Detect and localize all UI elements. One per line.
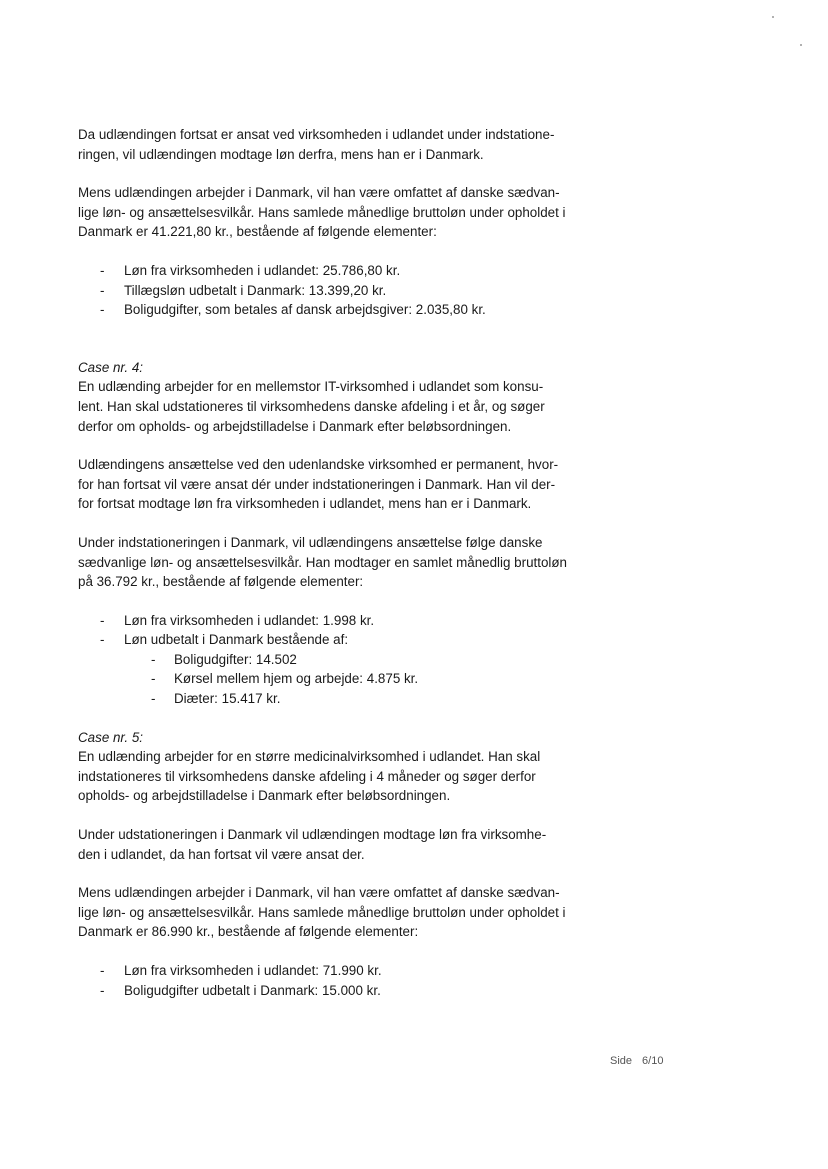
text-line: lent. Han skal udstationeres til virksomhedens danske afdeling i et år, og søger — [78, 398, 545, 414]
list-item-text: Kørsel mellem hjem og arbejde: 4.875 kr. — [174, 671, 419, 687]
page-body — [78, 125, 608, 1000]
dash-marker: - — [100, 302, 105, 318]
list-item — [78, 300, 608, 320]
text-line: lige løn- og ansættelsesvilkår. Hans samlede månedlige bruttoløn under opholdet i — [78, 204, 566, 220]
scan-speck — [800, 44, 802, 46]
intro-paragraph-2 — [78, 183, 608, 242]
list-item-text: Tillægsløn udbetalt i Danmark: 13.399,20 kr. — [124, 282, 387, 298]
list-item-text: Løn fra virksomheden i udlandet: 25.786,80 kr. — [124, 262, 401, 278]
list-item-text: Boligudgifter udbetalt i Danmark: 15.000 kr. — [124, 982, 381, 998]
dash-marker: - — [151, 651, 156, 667]
case-4-paragraph-2 — [78, 455, 608, 514]
list-item-text: Diæter: 15.417 kr. — [174, 691, 281, 707]
text-line: Under udstationeringen i Danmark vil udlændingen modtage løn fra virksomhe- — [78, 827, 547, 843]
case-4-title: Case nr. 4: — [78, 359, 143, 375]
case-4-paragraph-3 — [78, 533, 608, 592]
case-5-paragraph-1 — [78, 747, 608, 806]
list-item — [78, 281, 608, 301]
list-item — [78, 669, 608, 689]
text-line: Mens udlændingen arbejder i Danmark, vil han være omfattet af danske sædvan- — [78, 885, 560, 901]
list-item — [78, 961, 608, 981]
text-line: derfor om opholds- og arbejdstilladelse i Danmark efter beløbsordningen. — [78, 418, 512, 434]
list-item-text: Løn udbetalt i Danmark bestående af: — [124, 632, 349, 648]
list-item — [78, 689, 608, 709]
case-5-paragraph-3 — [78, 883, 608, 942]
text-line: Under indstationeringen i Danmark, vil udlændingens ansættelse følge danske — [78, 534, 543, 550]
page-footer — [610, 1055, 663, 1067]
list-item — [78, 611, 608, 631]
list-item — [78, 630, 608, 650]
list-item — [78, 981, 608, 1001]
dash-marker: - — [100, 632, 105, 648]
text-line: lige løn- og ansættelsesvilkår. Hans samlede månedlige bruttoløn under opholdet i — [78, 904, 566, 920]
text-line: Mens udlændingen arbejder i Danmark, vil han være omfattet af danske sædvan- — [78, 185, 560, 201]
list-item-text: Boligudgifter, som betales af dansk arbejdsgiver: 2.035,80 kr. — [124, 302, 486, 318]
dash-marker: - — [100, 282, 105, 298]
scan-speck — [772, 16, 774, 18]
intro-bullet-list — [78, 261, 608, 320]
text-line: for han fortsat vil være ansat dér under indstationeringen i Danmark. Han vil der- — [78, 476, 556, 492]
case-5-bullet-list — [78, 961, 608, 1000]
text-line: Danmark er 41.221,80 kr., bestående af følgende elementer: — [78, 224, 437, 240]
text-line: indstationeres til virksomhedens danske afdeling i 4 måneder og søger derfor — [78, 768, 536, 784]
text-line: Udlændingens ansættelse ved den udenlandske virksomhed er permanent, hvor- — [78, 457, 559, 473]
dash-marker: - — [100, 982, 105, 998]
text-line: En udlænding arbejder for en større medicinalvirksomhed i udlandet. Han skal — [78, 749, 541, 765]
case-5-paragraph-2 — [78, 825, 608, 864]
page-number: 6/10 — [642, 1055, 664, 1067]
case-4-paragraph-1 — [78, 377, 608, 436]
text-line: for fortsat modtage løn fra virksomheden i udlandet, mens han er i Danmark. — [78, 496, 532, 512]
text-line: den i udlandet, da han fortsat vil være ansat der. — [78, 846, 365, 862]
list-item-text: Boligudgifter: 14.502 — [174, 651, 297, 667]
dash-marker: - — [100, 612, 105, 628]
case-4-sub-bullet-list — [78, 650, 608, 709]
dash-marker: - — [100, 963, 105, 978]
text-line: En udlænding arbejder for en mellemstor IT-virksomhed i udlandet som konsu- — [78, 379, 544, 395]
text-line: på 36.792 kr., bestående af følgende elementer: — [78, 574, 364, 590]
list-item — [78, 261, 608, 281]
text-line: Danmark er 86.990 kr., bestående af følgende elementer: — [78, 924, 419, 940]
case-4-bullet-list — [78, 611, 608, 650]
dash-marker: - — [100, 262, 105, 278]
dash-marker: - — [151, 691, 156, 707]
case-5-title: Case nr. 5: — [78, 729, 143, 745]
list-item — [78, 650, 608, 670]
dash-marker: - — [151, 671, 156, 687]
list-item-text: Løn fra virksomheden i udlandet: 71.990 kr. — [124, 963, 382, 978]
text-line: ringen, vil udlændingen modtage løn derfra, mens han er i Danmark. — [78, 146, 484, 162]
intro-paragraph-1 — [78, 125, 608, 164]
list-item-text: Løn fra virksomheden i udlandet: 1.998 kr. — [124, 612, 375, 628]
text-line: sædvanlige løn- og ansættelsesvilkår. Han modtager en samlet månedlig bruttoløn — [78, 554, 567, 570]
text-line: opholds- og arbejdstilladelse i Danmark efter beløbsordningen. — [78, 788, 451, 804]
page-label: Side — [610, 1055, 633, 1067]
text-line: Da udlændingen fortsat er ansat ved virksomheden i udlandet under indstatione- — [78, 127, 555, 142]
